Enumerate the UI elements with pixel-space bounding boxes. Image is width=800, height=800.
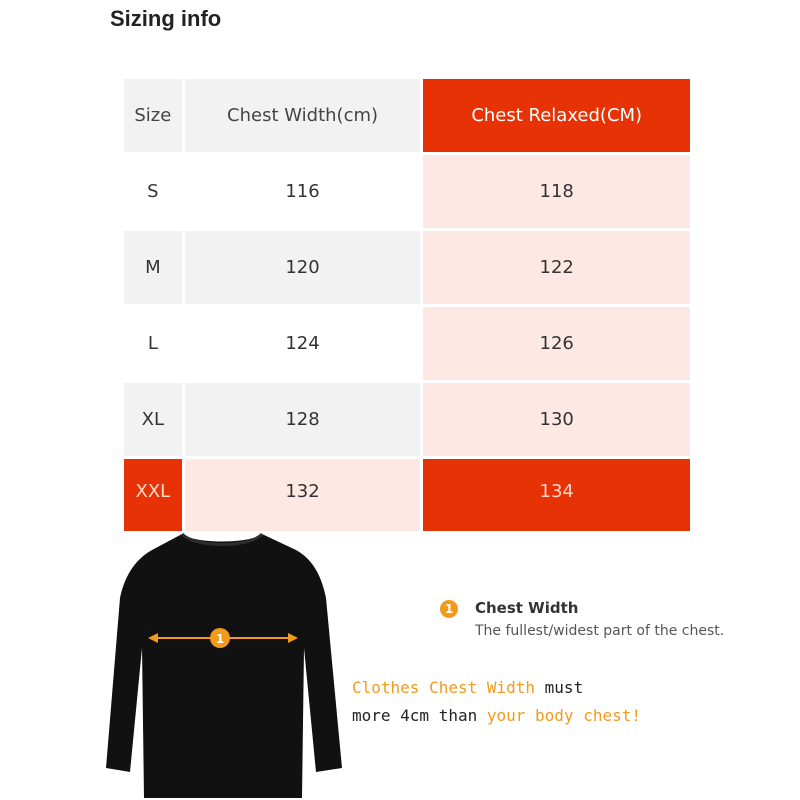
cell-chest-relaxed: 134 — [423, 459, 690, 531]
cell-chest-width: 120 — [185, 231, 421, 304]
cell-size: M — [124, 231, 182, 304]
table-header-row — [124, 79, 690, 152]
size-chart-table — [121, 76, 693, 534]
page-title: Sizing info — [110, 6, 222, 31]
cell-size: L — [124, 307, 182, 380]
table-row — [124, 459, 690, 531]
cell-size: S — [124, 155, 182, 228]
table-row — [124, 231, 690, 304]
note-text-1: must — [535, 678, 584, 697]
shirt-body — [106, 534, 342, 798]
legend-badge: 1 — [440, 600, 458, 618]
legend-description: The fullest/widest part of the chest. — [475, 623, 725, 639]
cell-chest-width: 128 — [185, 383, 421, 456]
measure-badge-number: 1 — [215, 632, 225, 646]
cell-chest-relaxed: 130 — [423, 383, 690, 456]
header-size: Size — [124, 79, 182, 152]
cell-chest-relaxed: 118 — [423, 155, 690, 228]
note-highlight-2: your body chest! — [486, 706, 641, 725]
header-chest-width: Chest Width(cm) — [185, 79, 421, 152]
cell-chest-relaxed: 122 — [423, 231, 690, 304]
header-chest-relaxed: Chest Relaxed(CM) — [423, 79, 690, 152]
note-text-2: more 4cm than — [352, 706, 487, 725]
cell-chest-width: 116 — [185, 155, 421, 228]
cell-chest-relaxed: 126 — [423, 307, 690, 380]
cell-chest-width: 132 — [185, 459, 421, 531]
cell-size: XL — [124, 383, 182, 456]
cell-chest-width: 124 — [185, 307, 421, 380]
legend-title: Chest Width — [475, 599, 579, 617]
fit-note — [352, 674, 641, 730]
note-highlight-1: Clothes Chest Width — [352, 678, 536, 697]
cell-size: XXL — [124, 459, 182, 531]
table-row — [124, 307, 690, 380]
table-row — [124, 383, 690, 456]
table-row — [124, 155, 690, 228]
shirt-diagram — [90, 528, 360, 800]
